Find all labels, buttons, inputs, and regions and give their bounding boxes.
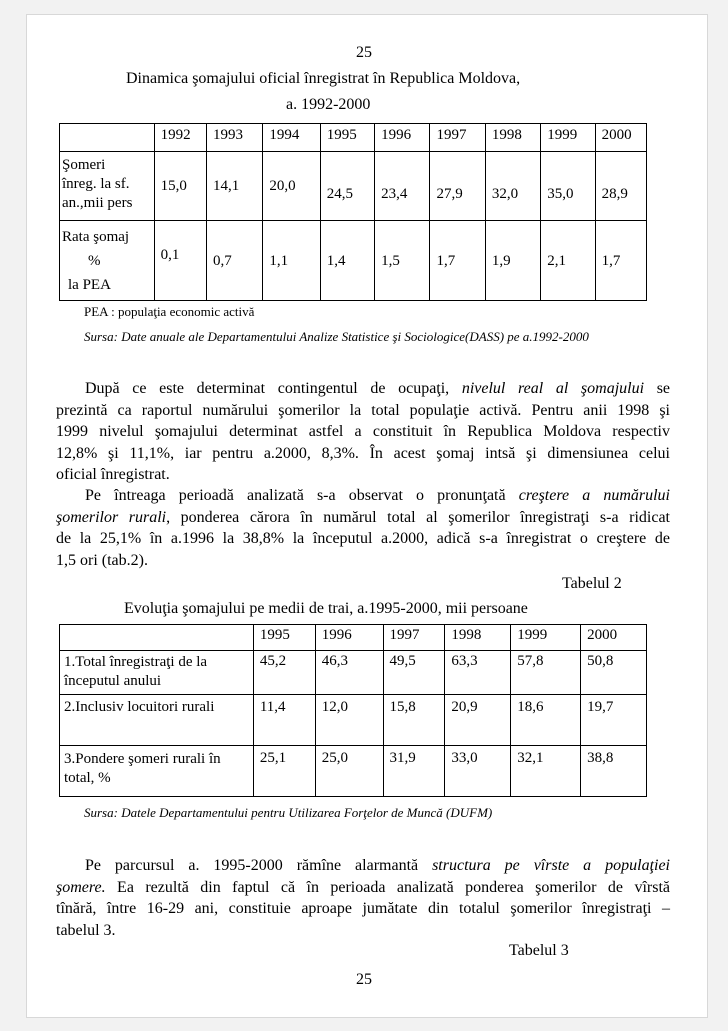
table-cell: 1,9 [485,221,540,301]
table-cell: 63,3 [445,651,511,695]
table1 [59,123,647,301]
table-cell: 1,1 [263,221,320,301]
table2-row [60,651,647,695]
table-cell: 27,9 [430,152,485,221]
row-label-line: 3.Pondere şomeri rurali în [64,751,221,767]
italic-span: structura pe vîrste a populaţiei [432,857,671,874]
row-label-line: total, % [64,770,111,786]
table-cell: 33,0 [445,746,511,797]
row-label [60,651,254,695]
table2 [59,624,647,797]
table-cell: 32,1 [511,746,581,797]
row-label-line: an.,mii pers [62,195,133,211]
year-header: 1999 [541,124,595,152]
year-header: 1993 [206,124,262,152]
page-number-bottom: 25 [356,971,372,988]
table-cell: 35,0 [541,152,595,221]
text-line: oficial înregistrat. [56,466,170,483]
table-cell: 25,1 [253,746,315,797]
year-header: 1996 [315,625,383,651]
table-cell: 1,7 [430,221,485,301]
paragraph-3 [56,855,670,941]
text-line: de la 25,1% în a.1996 la 38,8% la începutul a.2000, adică s-a înregistrat o creştere de [56,530,670,547]
table-cell: 38,8 [581,746,647,797]
table-cell: 1,4 [320,221,374,301]
year-header: 1995 [320,124,374,152]
text-line: 1999 nivelul şomajului determinat astfel a constituit în Republica Moldova respectiv [56,423,670,440]
table-cell-empty [60,124,155,152]
text-span: se [644,380,671,397]
table1-title-line1: Dinamica şomajului oficial înregistrat în Republica Moldova, [126,70,521,87]
table3-label: Tabelul 3 [509,942,569,959]
paragraph-2 [56,485,670,571]
table-cell: 12,0 [315,695,383,746]
table1-row-unemployed [60,152,647,221]
text-span: După ce este determinat contingentul de ocupaţi, [85,380,462,397]
row-label [60,746,254,797]
text-line [56,485,670,507]
table-cell: 15,0 [154,152,206,221]
text-line: tînără, între 16-29 ani, constituie aproape jumătate din totalul şomerilor înregistraţi – [56,900,670,917]
year-header: 1995 [253,625,315,651]
table1-header-row [60,124,647,152]
row-label-line: Şomeri [62,157,106,173]
text-line [56,855,670,877]
row-label-line: 1.Total înregistraţi de la [64,654,208,670]
table-cell: 50,8 [581,651,647,695]
table-cell: 19,7 [581,695,647,746]
row-label [60,695,254,746]
table-cell-empty [60,625,254,651]
table-cell: 1,7 [595,221,646,301]
paragraph-1 [56,378,670,486]
text-line [56,378,670,400]
year-header: 1997 [430,124,485,152]
table2-header-row [60,625,647,651]
table1-row-rate [60,221,647,301]
row-label [60,221,155,301]
table1-title-line2: a. 1992-2000 [286,96,371,113]
table-cell: 23,4 [375,152,430,221]
row-label-line: 2.Inclusiv locuitori rurali [64,699,215,715]
table2-row [60,746,647,797]
table-cell: 14,1 [206,152,262,221]
text-span: , ponderea cărora în numărul total al şomerilor înregistraţi s-a ridicat [166,508,670,526]
table-cell: 0,1 [154,221,206,301]
italic-span: creştere a numărului [518,487,670,504]
table-cell: 24,5 [320,152,374,221]
table-cell: 2,1 [541,221,595,301]
row-label-line: Rata şomaj [62,229,130,245]
table-cell: 1,5 [375,221,430,301]
table-cell: 15,8 [383,695,445,746]
table-cell: 49,5 [383,651,445,695]
table-cell: 20,0 [263,152,320,221]
text-line [56,877,670,899]
table-cell: 57,8 [511,651,581,695]
year-header: 2000 [595,124,646,152]
row-label [60,152,155,221]
italic-span: şomerilor rurali [56,508,167,526]
page-number-top: 25 [356,44,372,61]
year-header: 1994 [263,124,320,152]
row-label-line: la PEA [68,277,111,293]
table-cell: 31,9 [383,746,445,797]
year-header: 2000 [581,625,647,651]
text-line: 12,8% şi 11,1%, iar pentru a.2000, 8,3%. În acest şomaj intsă şi dimensiunea celui [56,444,670,462]
table1-source: Sursa: Date anuale ale Departamentului Analize Statistice şi Sociologice(DASS) pe a.1992-2000 [84,329,589,344]
row-label-line: începutul anului [64,673,162,689]
table2-title: Evoluţia şomajului pe medii de trai, a.1995-2000, mii persoane [124,600,528,617]
text-line: tabelul 3. [56,921,116,939]
table-cell: 11,4 [253,695,315,746]
table-cell: 32,0 [485,152,540,221]
table2-source: Sursa: Datele Departamentului pentru Utilizarea Forţelor de Muncă (DUFM) [84,805,493,820]
table-cell: 28,9 [595,152,646,221]
row-label-line: % [88,253,101,269]
text-span: Pe întreaga perioadă analizată s-a observat o pronunţată [85,487,519,504]
text-line [56,507,670,529]
text-line: prezintă ca raportul numărului şomerilor la total populaţie activă. Pentru anii 1998 şi [56,401,670,419]
year-header: 1992 [154,124,206,152]
table-cell: 25,0 [315,746,383,797]
table-cell: 20,9 [445,695,511,746]
table1-note: PEA : populaţia economic activă [84,304,255,319]
year-header: 1997 [383,625,445,651]
table-cell: 46,3 [315,651,383,695]
table2-label: Tabelul 2 [562,575,622,592]
year-header: 1998 [485,124,540,152]
text-line: 1,5 ori (tab.2). [56,551,148,569]
table-cell: 45,2 [253,651,315,695]
row-label-line: înreg. la sf. [62,176,130,192]
text-span: Ea rezultă din faptul că în perioada analizată ponderea şomerilor de vîrstă [105,878,670,896]
italic-span: şomere. [56,878,106,896]
year-header: 1998 [445,625,511,651]
text-span: Pe parcursul a. 1995-2000 rămîne alarmantă [85,857,433,874]
year-header: 1996 [375,124,430,152]
table2-row [60,695,647,746]
table-cell: 18,6 [511,695,581,746]
year-header: 1999 [511,625,581,651]
table-cell: 0,7 [206,221,262,301]
italic-span: nivelul real al şomajului [461,380,645,397]
